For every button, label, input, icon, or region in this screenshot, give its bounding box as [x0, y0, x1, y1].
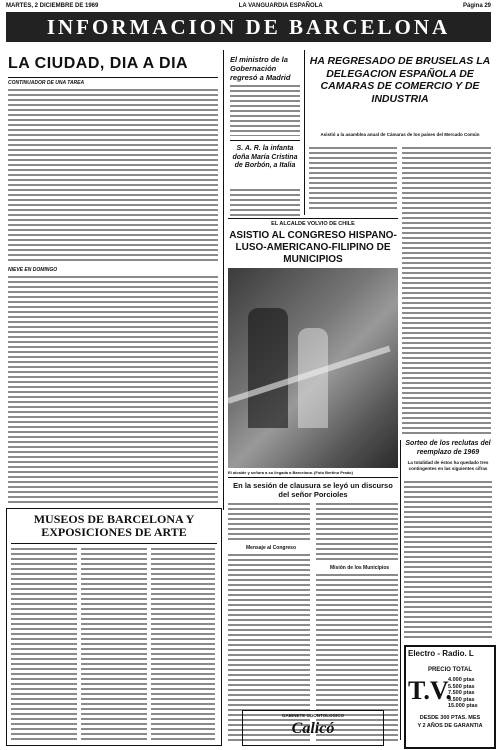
ciudad-sub2: NIEVE EN DOMINGO [8, 267, 58, 273]
alcalde-sub2: Mensaje al Congreso [246, 545, 297, 551]
electro-brand: Electro - Radio. L [408, 649, 474, 658]
masthead-date: MARTES, 2 DICIEMBRE DE 1969 [6, 3, 99, 9]
electro-price: 15.000 ptas [448, 703, 478, 709]
electro-product: T.V. [408, 676, 452, 705]
electro-price: 7.500 ptas [448, 690, 475, 696]
alcalde-photo [228, 268, 398, 468]
sorteo-subtitle: La totalidad de éstos ha quedado tres contingentes en las siguientes cifras [407, 460, 489, 471]
ciudad-body-1 [8, 88, 218, 264]
ministro-title: El ministro de la Gobernación regresó a Madrid [230, 55, 291, 82]
ministro-rule [230, 140, 300, 141]
masthead-paper: LA VANGUARDIA ESPAÑOLA [238, 3, 323, 9]
ciudad-sub1: CONTINUADOR DE UNA TAREA [8, 80, 85, 86]
alcalde-title: ASISTIO AL CONGRESO HISPANO-LUSO-AMERICANO-FILIPINO DE MUNICIPIOS [229, 230, 397, 265]
electro-price: 9.500 ptas [448, 696, 475, 703]
alcalde-caption: El alcalde y señora a su llegada a Barcelona. (Foto Bertino Prado) [228, 470, 353, 475]
calico-ad [242, 710, 384, 746]
bruselas-title: HA REGRESADO DE BRUSELAS LA DELEGACION ESPAÑOLA DE CAMARAS DE COMERCIO Y DE INDUSTRIA [309, 55, 491, 105]
electro-price: 5.500 ptas [448, 683, 475, 690]
masthead-page: Página 29 [462, 3, 491, 9]
vertical-divider-1 [223, 50, 224, 510]
vertical-divider-2 [304, 50, 305, 215]
ciudad-title: LA CIUDAD, DIA A DIA [8, 55, 189, 72]
vertical-divider-3 [400, 440, 401, 740]
alcalde-body-1 [228, 502, 310, 542]
electro-ad [404, 645, 496, 749]
calico-top: GABINETE ODONTOLOGICO [282, 713, 344, 718]
alcalde-kicker: EL ALCALDE VOLVIO DE CHILE [271, 221, 355, 227]
alcalde-sub3: Misión de los Municipios [330, 565, 390, 571]
alcalde-body-3 [316, 502, 398, 562]
electro-price-label: PRECIO TOTAL [427, 667, 473, 673]
alcalde-top-rule [228, 218, 398, 219]
calico-brand: Calicó [291, 720, 335, 737]
ciudad-body-2 [8, 275, 218, 503]
electro-price: 4.000 ptas [448, 677, 475, 683]
bruselas-body-1 [309, 146, 397, 212]
electro-installments: DESDE 300 PTAS. MES [419, 715, 481, 721]
museos-title: MUSEOS DE BARCELONA Y EXPOSICIONES DE ARTE [33, 512, 195, 539]
infanta-body [230, 188, 300, 216]
alcalde-sub1: En la sesión de clausura se leyó un discurso del señor Porcioles [233, 481, 393, 499]
section-banner: INFORMACION DE BARCELONA [6, 12, 491, 42]
museos-box [6, 508, 222, 746]
ministro-body [230, 84, 300, 136]
electro-guarantee: Y 2 AÑOS DE GARANTIA [417, 723, 483, 729]
museos-col-2 [81, 547, 147, 741]
ciudad-title-rule [8, 77, 218, 78]
museos-col-1 [11, 547, 77, 741]
museos-col-3 [151, 547, 215, 741]
alcalde-caption-rule [228, 477, 398, 478]
sorteo-body [404, 480, 492, 640]
sorteo-title: Sorteo de los reclutas del reemplazo de 1969 [405, 440, 491, 456]
bruselas-subtitle: Asistió a la asamblea anual de Cámaras de los países del Mercado Común [320, 132, 480, 137]
bruselas-body-2 [402, 146, 491, 436]
museos-rule [11, 543, 217, 544]
masthead [6, 3, 491, 9]
electro-prices [448, 677, 478, 710]
infanta-title: S. A. R. la infanta doña María Cristina de Borbón, a Italia [232, 145, 298, 169]
